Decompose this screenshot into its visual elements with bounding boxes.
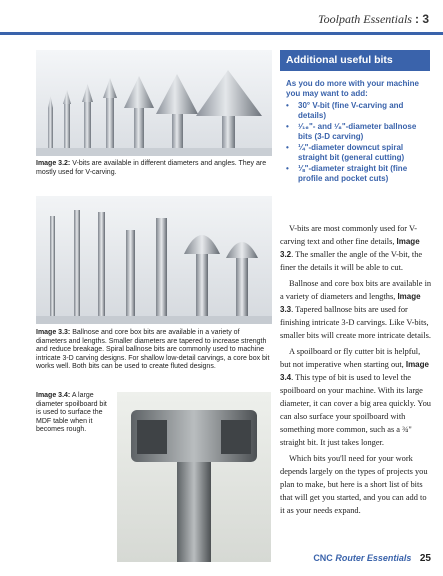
caption-label: Image 3.2: bbox=[36, 160, 71, 167]
list-item: • ⅛"-diameter straight bit (fine profile and pocket cuts) bbox=[286, 164, 408, 183]
caption-label: Image 3.4: bbox=[36, 392, 71, 399]
paragraph: A spoilboard or fly cutter bit is helpful, but not imperative when starting out, Image 3.4. This type of bit is used to level the spoilboard on your machine. With its large diameter, it can cover a big area quickly. You can also surface your spoilboard with something more common, such as a ¾" straight bit. It just takes longer. bbox=[280, 347, 431, 447]
page-number: 25 bbox=[419, 553, 431, 564]
page-footer bbox=[313, 553, 431, 564]
paragraph: Ballnose and core box bits are available in a variety of diameters and lengths, Image 3.3. Tapered ballnose bits are used for finishing intricate 3-D carvings. Like V-bits, smaller bits will create more intricate details. bbox=[280, 279, 432, 340]
bullet-icon: • bbox=[286, 164, 289, 173]
ballnose-bits-photo bbox=[36, 196, 272, 324]
running-header: Toolpath Essentials : 3 bbox=[318, 12, 429, 26]
figure-caption-3-4 bbox=[36, 392, 112, 435]
caption-text: Ballnose and core box bits are available in a variety of diameters and lengths. Smaller diameters are tapered to increase strength and reduce breakage. Spiral ballnose bits are commonly used to machine intricate 3-D carving designs. For shallow low-detail carvings, a core box bit works well. Both bits can be used to create fluted designs. bbox=[36, 329, 270, 371]
footer-book-title: Router Essentials bbox=[335, 553, 412, 563]
body-text bbox=[280, 222, 432, 520]
caption-label: Image 3.3: bbox=[36, 329, 71, 336]
paragraph: V-bits are most commonly used for V-carving text and other fine details, Image 3.2. The smaller the angle of the V-bit, the finer the details it will be able to cut. bbox=[280, 224, 423, 272]
list-item: • ¹⁄₁₆"- and ¹⁄₈"-diameter ballnose bits (3-D carving) bbox=[286, 122, 417, 141]
caption-text: V-bits are available in different diameters and angles. They are mostly used for V-carving. bbox=[36, 160, 267, 176]
bullet-icon: • bbox=[286, 122, 289, 131]
figure-caption-3-3 bbox=[36, 329, 272, 372]
figure-reference: Image 3.2 bbox=[280, 237, 420, 259]
figure-reference: Image 3.3 bbox=[280, 292, 421, 314]
figure-caption-3-2 bbox=[36, 160, 272, 177]
footer-brand: CNC bbox=[313, 553, 333, 563]
sidebar-intro: As you do more with your machine you may want to add: bbox=[286, 79, 419, 98]
vbits-photo bbox=[36, 50, 272, 156]
figure-reference: Image 3.4 bbox=[280, 360, 429, 382]
sidebar-title: Additional useful bits bbox=[280, 50, 430, 71]
list-item: • ¼"-diameter downcut spiral straight bit (general cutting) bbox=[286, 143, 405, 162]
paragraph: Which bits you'll need for your work depends largely on the types of projects you plan to make, but here is a short list of bits that will get you started, and you can add to it as your needs expand. bbox=[280, 454, 428, 515]
chapter-number: 3 bbox=[422, 12, 429, 26]
sidebar-list bbox=[280, 101, 430, 184]
sidebar-additional-bits bbox=[280, 50, 430, 185]
bullet-icon: • bbox=[286, 143, 289, 152]
spoilboard-bit-photo bbox=[117, 392, 271, 562]
header-rule bbox=[0, 32, 443, 35]
list-item: • 30° V-bit (fine V-carving and details) bbox=[286, 101, 404, 120]
running-title: Toolpath Essentials bbox=[318, 12, 412, 26]
bullet-icon: • bbox=[286, 101, 289, 110]
caption-text: A large diameter spoilboard bit is used to surface the MDF table when it becomes rough. bbox=[36, 392, 107, 434]
